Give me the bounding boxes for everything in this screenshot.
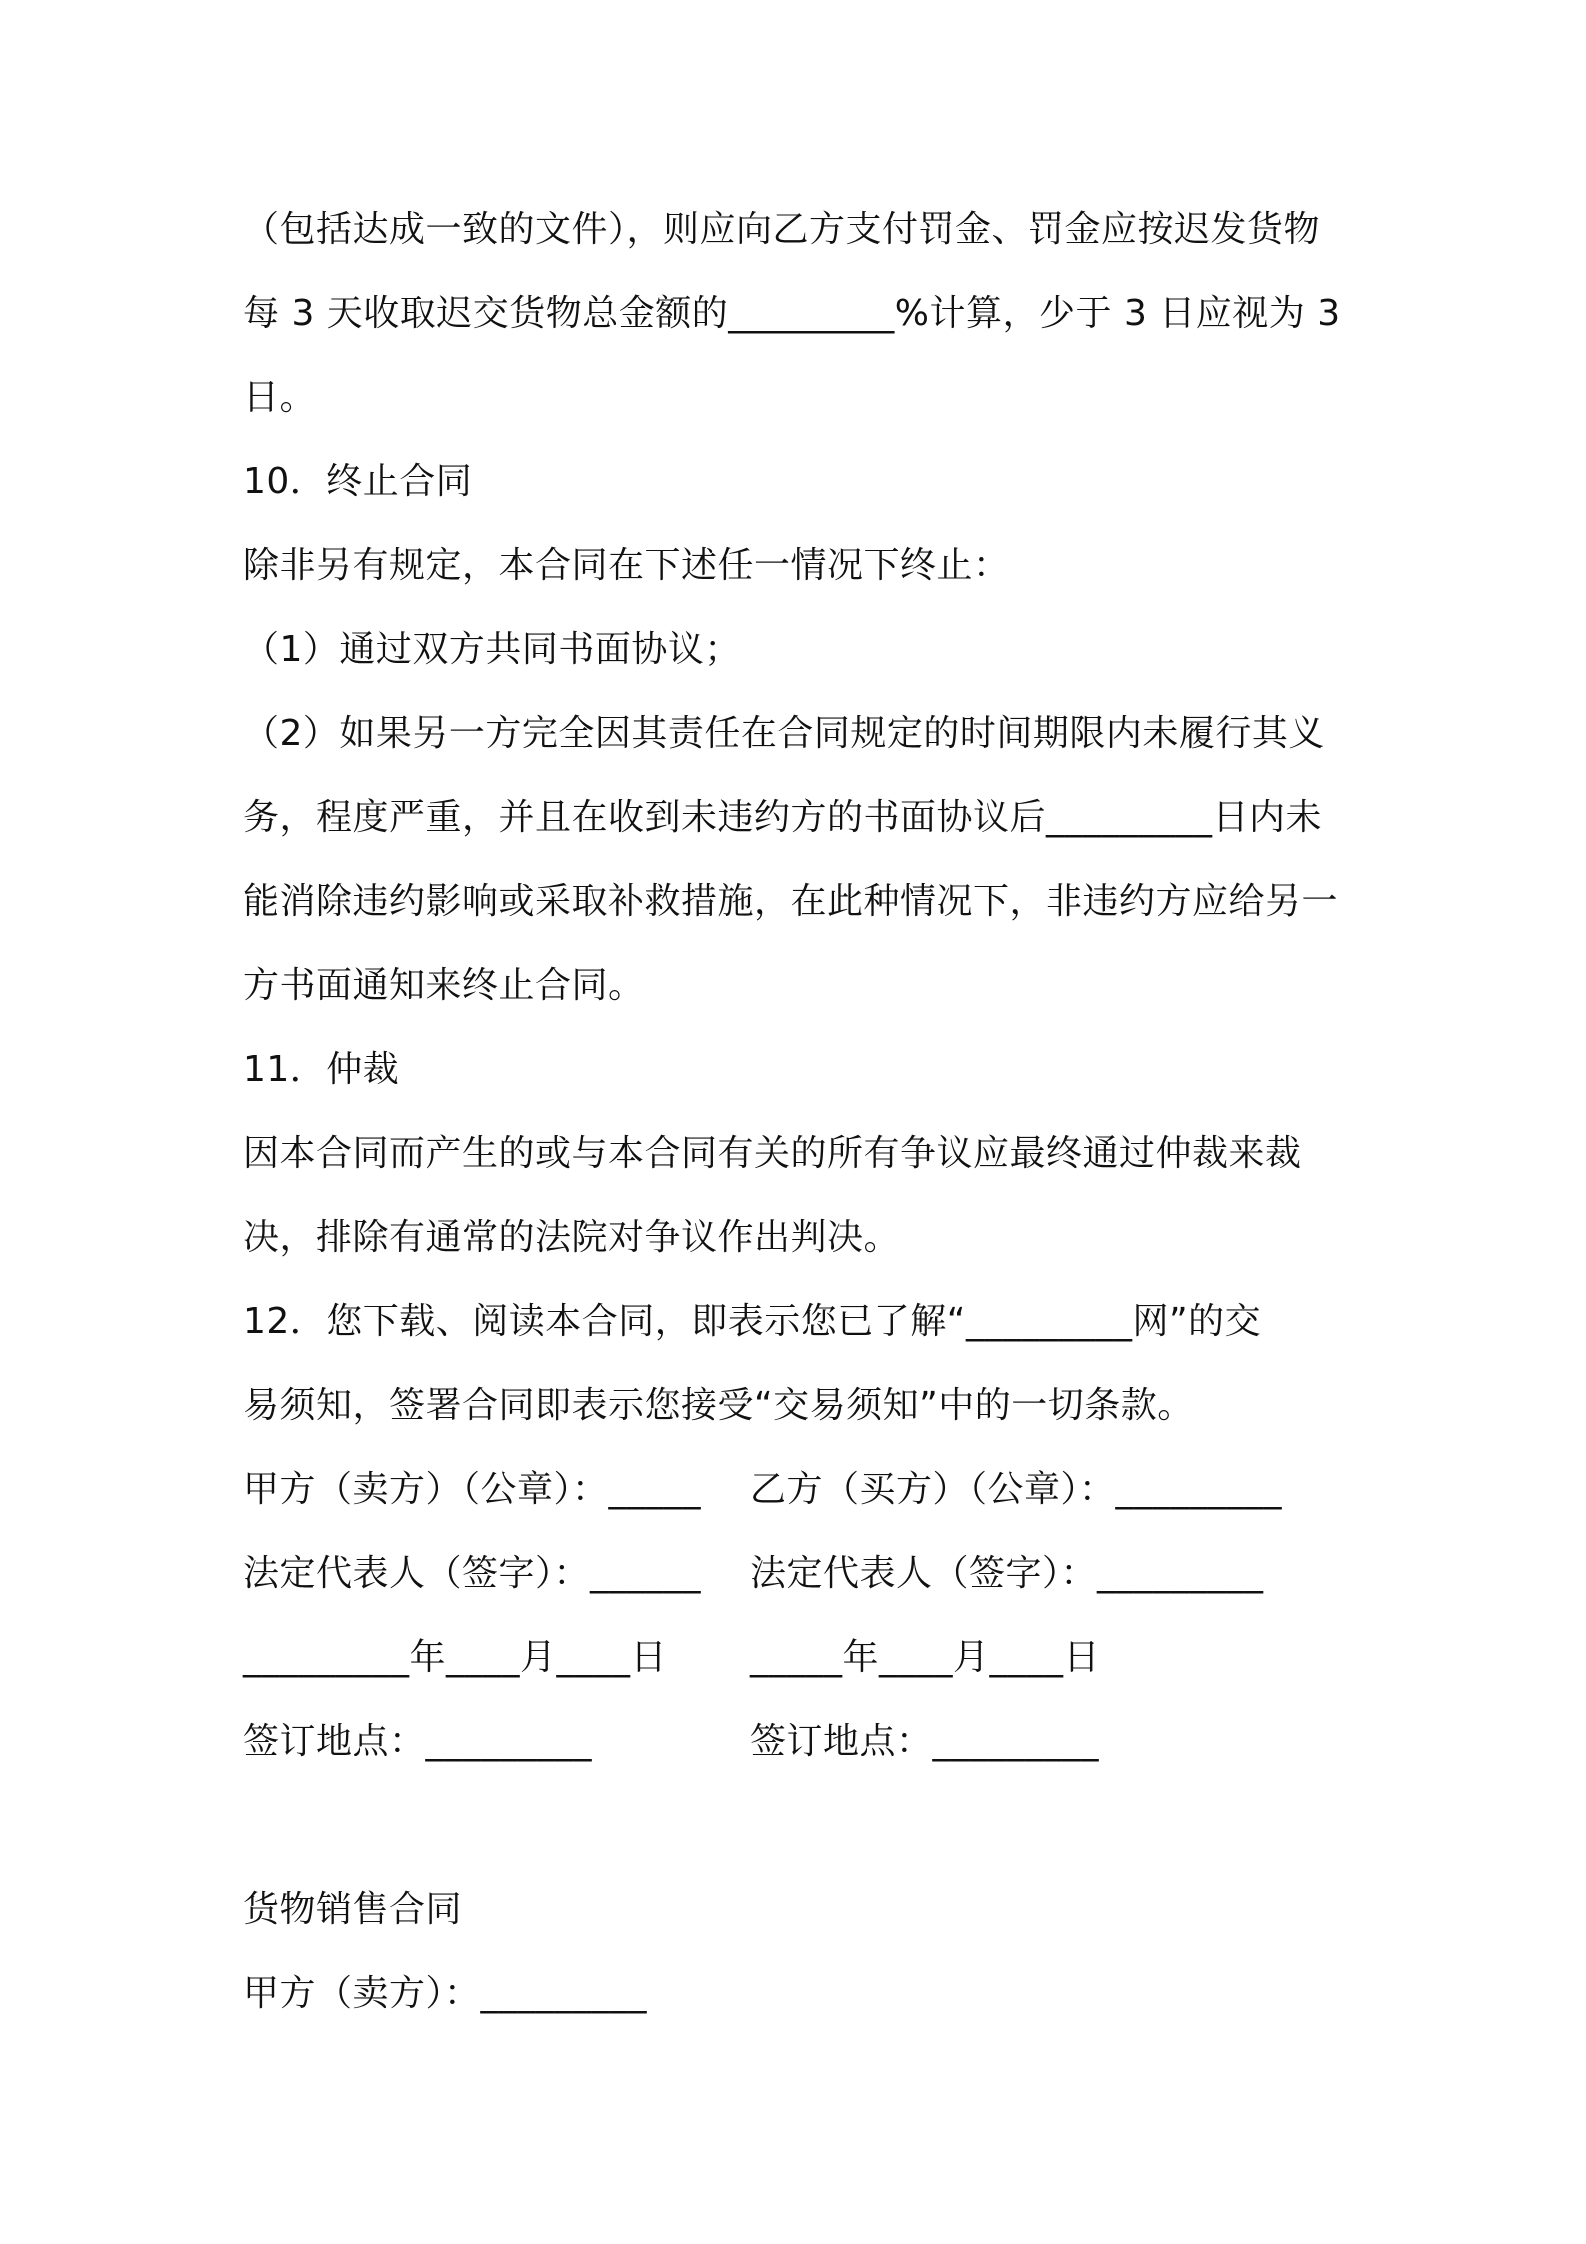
party-a-place-field: 签订地点：_________ xyxy=(243,1721,593,1762)
party-b-rep-field: 法定代表人（签字）：_________ xyxy=(750,1553,1264,1594)
party-b-seal-field: 乙方（买方）（公章）：_________ xyxy=(750,1469,1283,1510)
clause9-line-1: （包括达成一致的文件），则应向乙方支付罚金、罚金应按迟发货物 xyxy=(243,209,1321,250)
clause9-line-3: 日。 xyxy=(243,377,317,418)
clause10-item-2-line-1: （2）如果另一方完全因其责任在合同规定的时间期限内未履行其义 xyxy=(243,713,1325,754)
clause9-line-2: 每 3 天收取迟交货物总金额的_________%计算，少于 3 日应视为 3 xyxy=(243,293,1341,334)
clause11-line-2: 决，排除有通常的法院对争议作出判决。 xyxy=(243,1217,901,1258)
clause10-item-1: （1）通过双方共同书面协议； xyxy=(243,629,741,670)
clause10-item-2-line-3: 能消除违约影响或采取补救措施，在此种情况下，非违约方应给另一 xyxy=(243,881,1339,922)
clause12-line-1: 12．您下载、阅读本合同，即表示您已了解“_________网”的交 xyxy=(243,1301,1262,1342)
party-b-place-field: 签订地点：_________ xyxy=(750,1721,1100,1762)
clause10-intro: 除非另有规定，本合同在下述任一情况下终止： xyxy=(243,545,1010,586)
party-b-date-field: _____年____月____日 xyxy=(750,1637,1101,1678)
clause10-heading: 10．终止合同 xyxy=(243,461,473,502)
clause12-line-2: 易须知，签署合同即表示您接受“交易须知”中的一切条款。 xyxy=(243,1385,1194,1426)
party-a-seal-field: 甲方（卖方）（公章）：_____ xyxy=(243,1469,702,1510)
party-a-date-field: _________年____月____日 xyxy=(243,1637,667,1678)
clause11-line-1: 因本合同而产生的或与本合同有关的所有争议应最终通过仲裁来裁 xyxy=(243,1133,1302,1174)
clause10-item-2-line-2: 务，程度严重，并且在收到未违约方的书面协议后_________日内未 xyxy=(243,797,1323,838)
clause11-heading: 11．仲裁 xyxy=(243,1049,400,1090)
next-contract-title: 货物销售合同 xyxy=(243,1889,463,1930)
next-contract-party-a: 甲方（卖方）：_________ xyxy=(243,1973,648,2014)
party-a-rep-field: 法定代表人（签字）：______ xyxy=(243,1553,702,1594)
clause10-item-2-line-4: 方书面通知来终止合同。 xyxy=(243,965,645,1006)
